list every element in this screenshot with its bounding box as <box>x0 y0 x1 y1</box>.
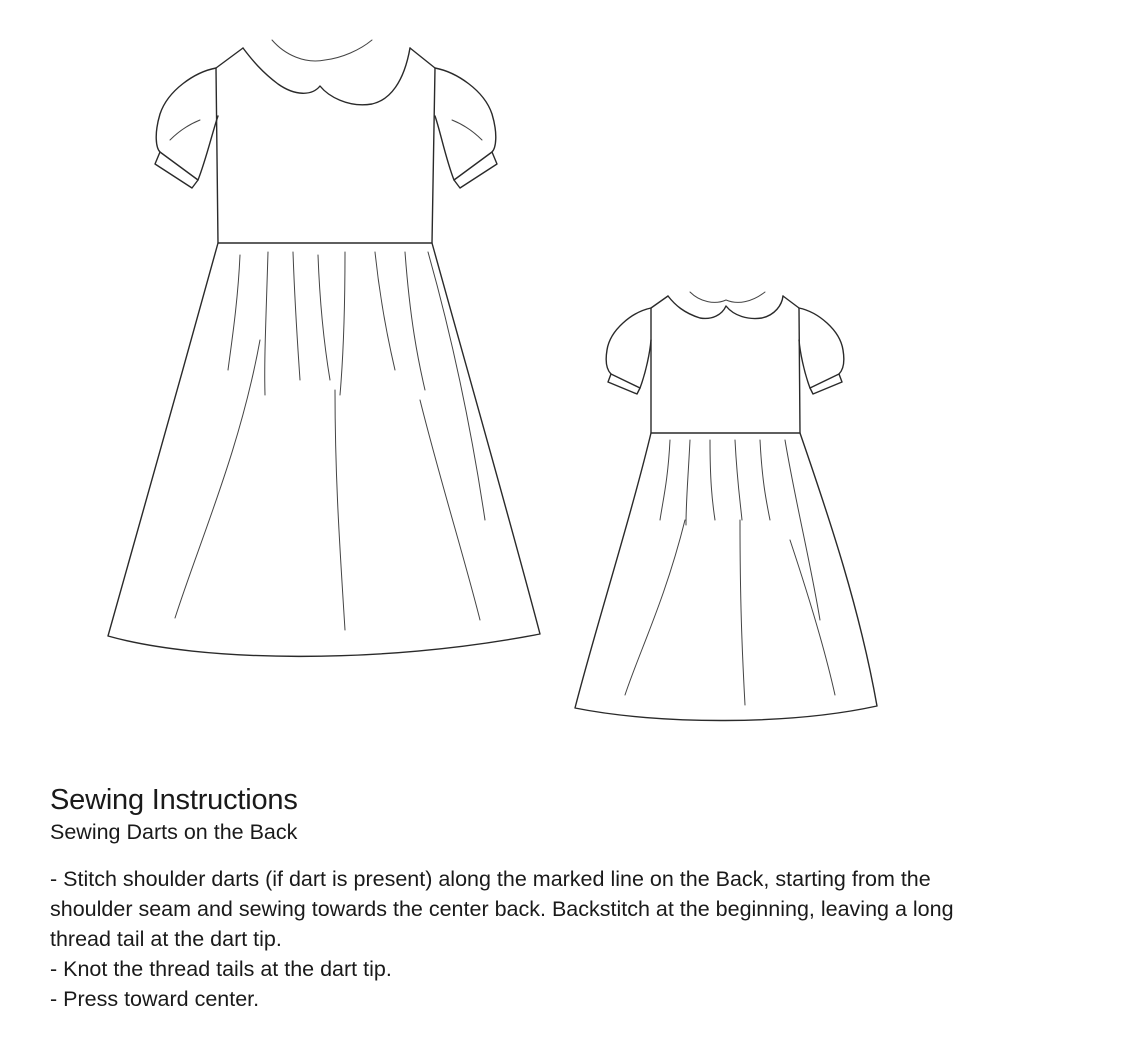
instruction-line: - Knot the thread tails at the dart tip. <box>50 957 392 981</box>
instruction-line: - Stitch shoulder darts (if dart is present) along the marked line on the Back, starting from the <box>50 867 931 891</box>
small-dress-bodice <box>651 296 800 433</box>
large-dress-neckline <box>272 40 372 61</box>
large-dress-left-cuff <box>155 152 198 188</box>
large-dress-right-sleeve <box>435 68 496 180</box>
instruction-line: - Press toward center. <box>50 987 260 1011</box>
large-dress-skirt <box>108 243 540 656</box>
large-dress-icon <box>108 40 540 656</box>
large-dress-collar <box>243 48 410 105</box>
small-dress-left-sleeve <box>606 308 651 388</box>
page-title: Sewing Instructions <box>50 784 298 816</box>
small-dress-icon <box>575 292 877 721</box>
small-dress-right-sleeve <box>799 308 844 388</box>
small-dress-right-cuff <box>810 374 842 394</box>
small-dress-skirt <box>575 433 877 721</box>
instruction-paragraph <box>50 864 1120 1014</box>
instructions-section <box>50 782 1120 1014</box>
section-subtitle: Sewing Darts on the Back <box>50 820 298 844</box>
large-dress-left-sleeve <box>156 68 218 180</box>
instruction-line: shoulder seam and sewing towards the center back. Backstitch at the beginning, leaving a long <box>50 897 954 921</box>
instruction-line: thread tail at the dart tip. <box>50 927 282 951</box>
large-dress-right-cuff <box>454 152 497 188</box>
small-dress-collar <box>668 296 783 319</box>
small-dress-left-cuff <box>608 374 640 394</box>
